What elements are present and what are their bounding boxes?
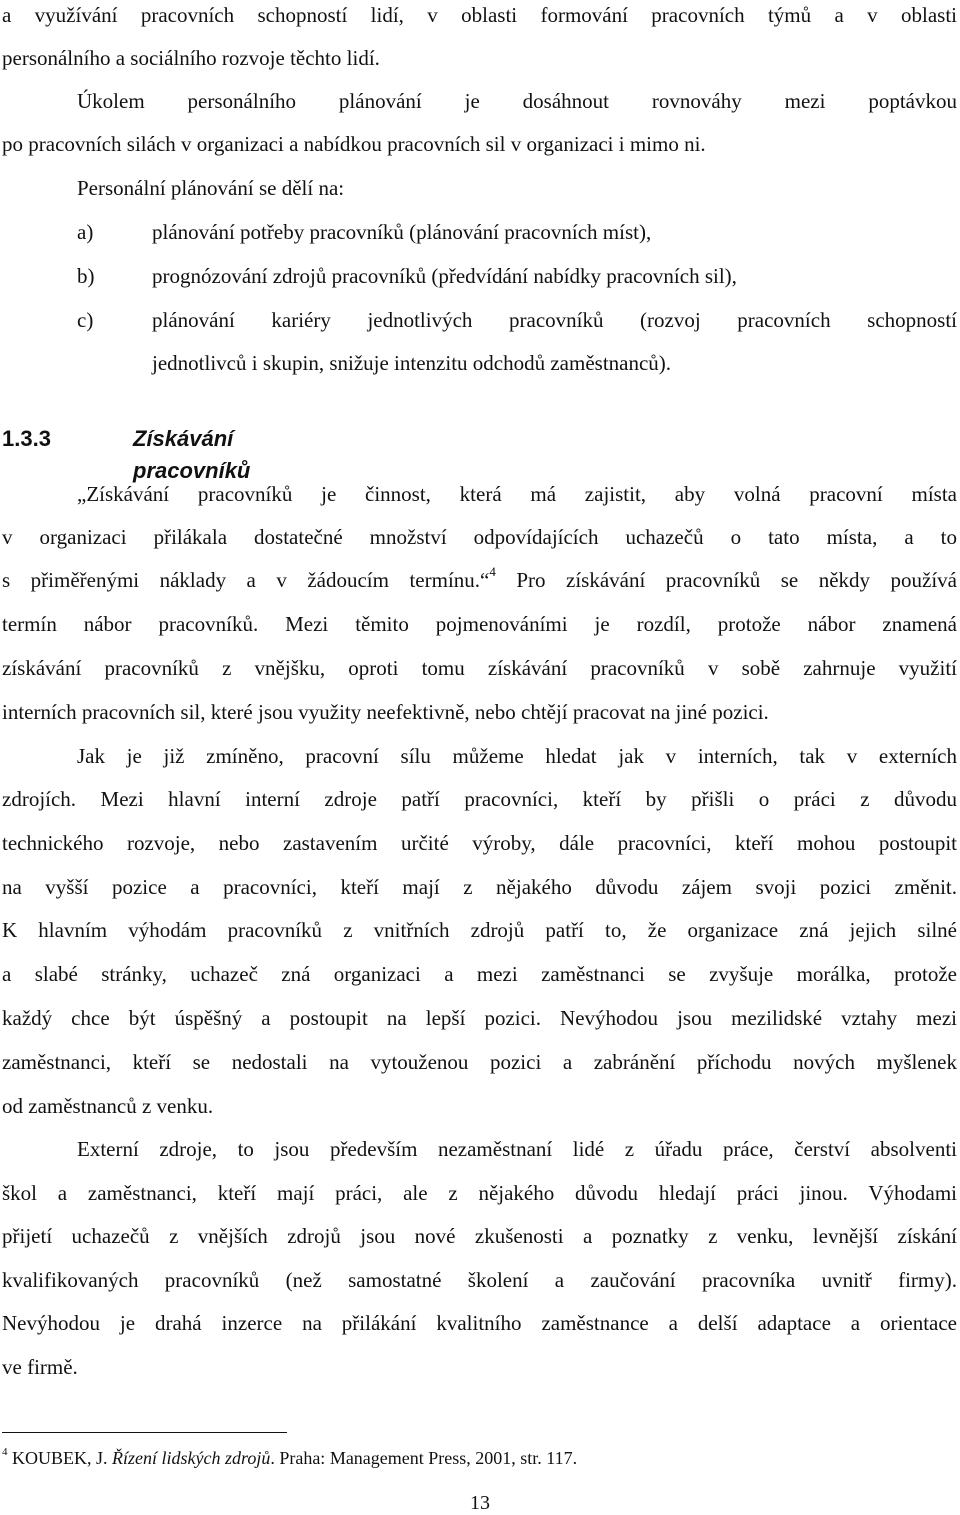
paragraph-line: ve firmě. <box>2 1355 78 1379</box>
list-item-text: plánování potřeby pracovníků (plánování pracovních míst), <box>152 220 652 244</box>
paragraph-line: získávání pracovníků z vnějšku, oproti tomu získávání pracovníků v sobě zahrnuje využití <box>2 656 957 680</box>
list-marker: c) <box>77 308 94 332</box>
footnote-number: 4 <box>2 1446 8 1458</box>
footnote <box>2 1446 577 1470</box>
footnote-title: Řízení lidských zdrojů <box>112 1448 271 1468</box>
paragraph-line <box>2 565 957 595</box>
paragraph-line: termín nábor pracovníků. Mezi těmito pojmenováními je rozdíl, protože nábor znamená <box>2 612 957 636</box>
section-title: Získávání pracovníků <box>133 426 251 483</box>
paragraph-line: Nevýhodou je drahá inzerce na přilákání kvalitního zaměstnance a delší adaptace a orientace <box>2 1311 957 1335</box>
paragraph-line: zdrojích. Mezi hlavní interní zdroje patří pracovníci, kteří by přišli o práci z důvodu <box>2 787 957 811</box>
list-item-text: jednotlivců i skupin, snižuje intenzitu odchodů zaměstnanců). <box>152 351 672 375</box>
paragraph-line: technického rozvoje, nebo zastavením určité výroby, dále pracovníci, kteří mohou postoupit <box>2 831 957 855</box>
footnote-author: KOUBEK, J. <box>12 1448 113 1468</box>
quote-continuation: Pro získávání pracovníků se někdy používá <box>495 568 957 592</box>
paragraph-line: zaměstnanci, kteří se nedostali na vytouženou pozici a zabránění příchodu nových myšlenek <box>2 1050 957 1074</box>
footnote-publisher: . Praha: Management Press, 2001, str. 117. <box>270 1448 578 1468</box>
paragraph-line: personálního a sociálního rozvoje těchto lidí. <box>2 46 380 70</box>
paragraph-line: přijetí uchazečů z vnějších zdrojů jsou nové zkušenosti a poznatky z venku, levnější získání <box>2 1224 957 1248</box>
paragraph-line: škol a zaměstnanci, kteří mají práci, ale z nějakého důvodu hledají práci jinou. Výhodami <box>2 1181 957 1205</box>
list-intro: Personální plánování se dělí na: <box>77 176 345 200</box>
footnote-divider <box>2 1432 287 1433</box>
paragraph-line: K hlavním výhodám pracovníků z vnitřních zdrojů patří to, že organizace zná jejich silné <box>2 918 957 942</box>
footnote-ref: 4 <box>489 564 496 579</box>
paragraph-line: na vyšší pozice a pracovníci, kteří mají z nějakého důvodu zájem svoji pozici změnit. <box>2 875 957 899</box>
paragraph-line: Jak je již zmíněno, pracovní sílu můžeme hledat jak v interních, tak v externích <box>77 744 957 768</box>
paragraph-line: kvalifikovaných pracovníků (než samostatné školení a zaučování pracovníka uvnitř firmy). <box>2 1268 957 1292</box>
quote-end-text: s přiměřenými náklady a v žádoucím termínu.“ <box>2 568 490 592</box>
paragraph-line: „Získávání pracovníků je činnost, která má zajistit, aby volná pracovní místa <box>77 482 957 506</box>
paragraph-line: každý chce být úspěšný a postoupit na lepší pozici. Nevýhodou jsou mezilidské vztahy mezi <box>2 1006 957 1030</box>
paragraph-line: a slabé stránky, uchazeč zná organizaci a mezi zaměstnanci se zvyšuje morálka, protože <box>2 962 957 986</box>
list-item-text: plánování kariéry jednotlivých pracovníků (rozvoj pracovních schopností <box>152 308 957 332</box>
paragraph-line: po pracovních silách v organizaci a nabídkou pracovních sil v organizaci i mimo ni. <box>2 132 706 156</box>
section-number: 1.3.3 <box>2 426 51 451</box>
list-item-text: prognózování zdrojů pracovníků (předvídání nabídky pracovních sil), <box>152 264 737 288</box>
list-marker: b) <box>77 264 95 288</box>
paragraph-line: v organizaci přilákala dostatečné množství odpovídajících uchazečů o tato místa, a to <box>2 525 957 549</box>
paragraph-line: od zaměstnanců z venku. <box>2 1094 214 1118</box>
page-number: 13 <box>470 1492 490 1514</box>
paragraph-line: a využívání pracovních schopností lidí, v oblasti formování pracovních týmů a v oblasti <box>2 3 957 27</box>
paragraph-line: interních pracovních sil, které jsou využity neefektivně, nebo chtějí pracovat na jiné pozici. <box>2 700 769 724</box>
paragraph-line: Úkolem personálního plánování je dosáhnout rovnováhy mezi poptávkou <box>77 89 957 113</box>
paragraph-line: Externí zdroje, to jsou především nezaměstnaní lidé z úřadu práce, čerství absolventi <box>77 1137 957 1161</box>
list-marker: a) <box>77 220 94 244</box>
